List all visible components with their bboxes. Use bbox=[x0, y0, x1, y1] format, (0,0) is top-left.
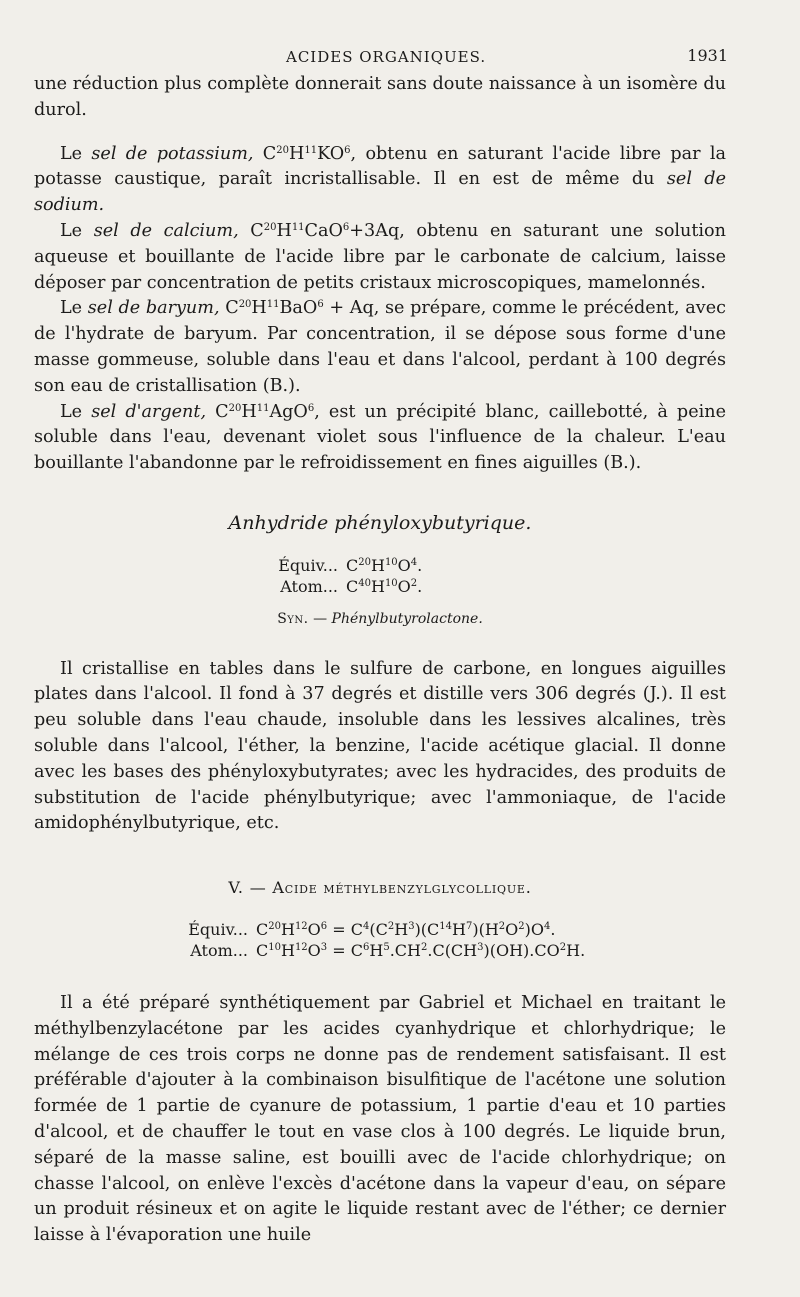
section-equiv-row bbox=[34, 919, 726, 940]
running-head bbox=[0, 46, 800, 70]
formula-potassium: $C^{20}H^{11}KO^6$ bbox=[262, 143, 351, 164]
paragraph-potassium-salt: Le sel de potassium, $C^{20}H^{11}KO^6$, obtenu en saturant l'acide libre par la potasse caustique, paraît incristallisable. Il en est de même du sel de sodium. bbox=[34, 143, 726, 216]
paragraph-synthesis: Il a été préparé synthétiquement par Gabriel et Michael en traitant le méthylbenzylacétone par les acides cyanhydrique et chlorhydrique; le mélange de ces trois corps ne donne pas de rendement satisfaisant. Il est préférable d'ajouter à la combinaison bisulfitique de l'acétone une solution formée de 1 partie de cyanure de potassium, 1 partie d'eau et 10 parties d'alcool, et de chauffer le tout en vase clos à 100 degrés. Le liquide brun, séparé de la masse saline, est bouilli avec de l'acide chlorhydrique; on chasse l'alcool, on enlève l'excès d'acétone dans la vapeur d'eau, on sépare un produit résineux et on agite le liquide restant avec de l'éther; ce dernier laisse à l'évaporation une huile bbox=[34, 992, 726, 1246]
equiv-formula: $C^{20}H^{10}O^4$. bbox=[346, 555, 423, 575]
section-heading: V. — Acide méthylbenzylglycollique. bbox=[228, 878, 532, 898]
formula-calcium: $C^{20}H^{11}CaO^6+3Aq$ bbox=[250, 220, 400, 241]
page-number: 1931 bbox=[687, 46, 728, 65]
anhydride-heading: Anhydride phényloxybutyrique. bbox=[228, 511, 532, 534]
formula-baryum: $C^{20}H^{11}BaO^6 + Aq$ bbox=[225, 298, 374, 319]
section-atom-label: Atom... bbox=[190, 940, 248, 960]
atom-formula: $C^{40}H^{10}O^2$. bbox=[346, 576, 423, 596]
paragraph-durol: une réduction plus complète donnerait sans doute naissance à un isomère du durol. bbox=[34, 74, 726, 120]
anhydride-atom-row bbox=[34, 576, 726, 597]
running-title: ACIDES ORGANIQUES. bbox=[286, 48, 487, 66]
paragraph-calcium-salt: Le sel de calcium, $C^{20}H^{11}CaO^6+3Aq$, obtenu en saturant une solution aqueuse et bouillante de l'acide libre par le carbonate de calcium, laisse déposer par concentration de petits cristaux microscopiques, mamelonnés. bbox=[34, 220, 726, 293]
section-atom-formula: $C^{10}H^{12}O^3 = C^6H^5.CH^2.C(CH^3)(OH).CO^2H$. bbox=[256, 940, 586, 960]
anhydride-equiv-row bbox=[34, 555, 726, 576]
anhydride-formulas bbox=[34, 555, 726, 597]
paragraph-silver-salt: Le sel d'argent, $C^{20}H^{11}AgO^6$, est un précipité blanc, caillebotté, à peine soluble dans l'eau, devenant violet sous l'influence de la chaleur. L'eau bouillante l'abandonne par le refroidissement en fines aiguilles (B.). bbox=[34, 401, 726, 474]
section-atom-row bbox=[34, 940, 726, 961]
paragraph-anhydride-properties: Il cristallise en tables dans le sulfure de carbone, en longues aiguilles plates dans l'alcool. Il fond à 37 degrés et distille vers 306 degrés (J.). Il est peu soluble dans l'eau chaude, insoluble dans les lessives alcalines, très soluble dans l'alcool, l'éther, la benzine, l'acide acétique glacial. Il donne avec les bases des phényloxybutyrates; avec les hydracides, des produits de substitution de l'acide phénylbutyrique; avec l'ammoniaque, de l'acide amidophénylbutyrique, etc. bbox=[34, 658, 726, 834]
paragraph-baryum-salt: Le sel de baryum, $C^{20}H^{11}BaO^6 + Aq$, se prépare, comme le précédent, avec de l'hydrate de baryum. Par concentration, il se dépose sous forme d'une masse gommeuse, soluble dans l'eau et dans l'alcool, perdant à 100 degrés son eau de cristallisation (B.). bbox=[34, 298, 726, 396]
section-equiv-label: Équiv... bbox=[188, 919, 248, 939]
body-text bbox=[34, 72, 726, 1249]
atom-label: Atom... bbox=[280, 576, 338, 596]
equiv-label: Équiv... bbox=[278, 555, 338, 575]
section-formulas bbox=[34, 919, 726, 961]
synonym-line: Syn. — Phénylbutyrolactone. bbox=[277, 610, 483, 627]
formula-silver: $C^{20}H^{11}AgO^6$ bbox=[215, 401, 315, 422]
section-equiv-formula: $C^{20}H^{12}O^6 = C^4(C^2H^3)(C^{14}H^7)(H^2O^2)O^4$. bbox=[256, 919, 556, 939]
